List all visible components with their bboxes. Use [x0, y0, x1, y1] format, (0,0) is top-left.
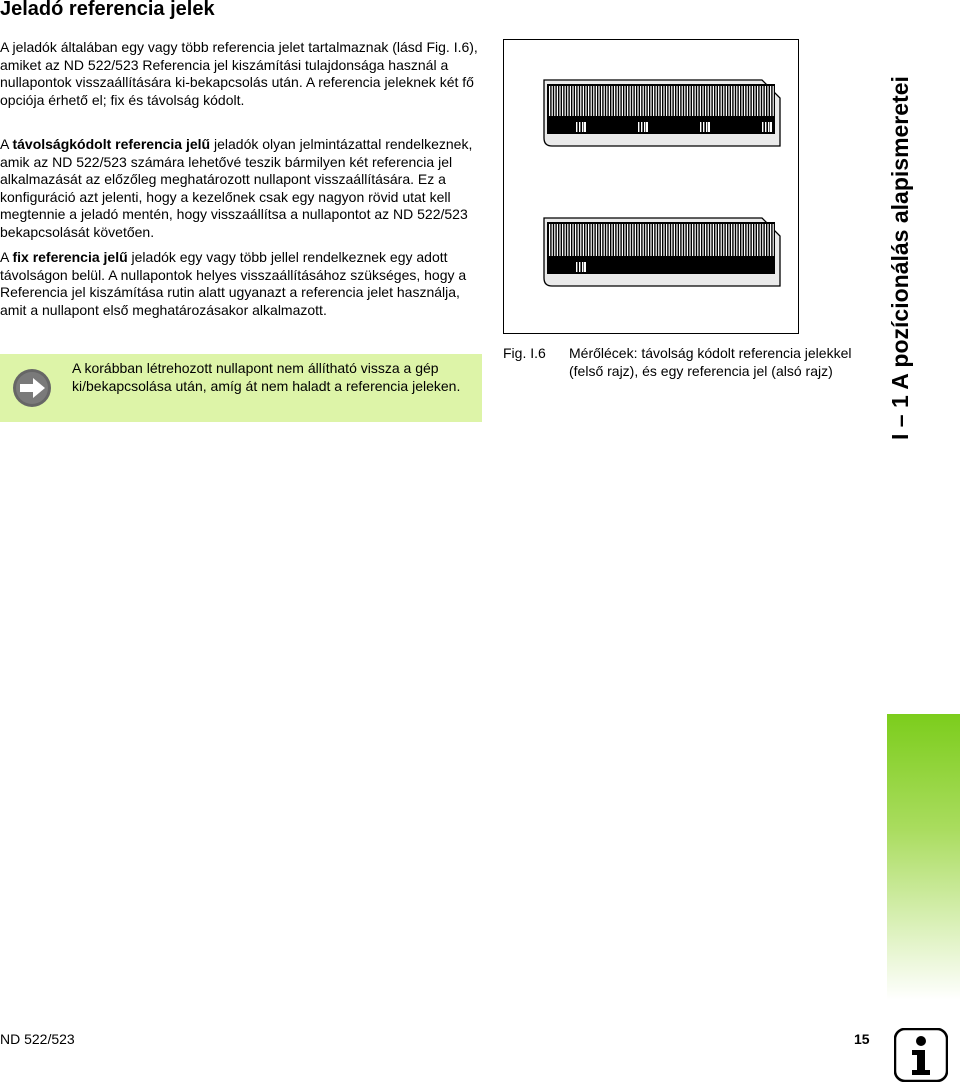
p2-pre: A	[0, 136, 13, 152]
p2-bold-term: távolságkódolt referencia jelű	[12, 136, 211, 152]
p3-bold-term: fix referencia jelű	[12, 249, 128, 265]
footer-product: ND 522/523	[0, 1031, 75, 1047]
page-number: 15	[854, 1031, 870, 1047]
chapter-side-title: I – 1 A pozícionálás alapismeretei	[887, 76, 913, 440]
figure-label: Fig. I.6	[503, 345, 546, 361]
intro-paragraph: A jeladók általában egy vagy több referencia jelet tartalmaznak (lásd Fig. I.6), amiket az ND 522/523 Referencia jel kiszámítási tulajdonsága használ a nullapontok visszaállítására ki-bekapcsolás után. A referencia jeleknek két fő opciója érhető el; fix és távolság kódolt.	[0, 39, 478, 108]
scale-illustration	[504, 40, 800, 335]
figure-caption: Mérőlécek: távolság kódolt referencia jelekkel (felső rajz), és egy referencia jel (alsó rajz)	[569, 345, 852, 379]
fixed-reference-paragraph	[0, 249, 482, 319]
p3-post: jeladók egy vagy több jellel rendelkeznek egy adott távolságon belül. A nullapontok helyes visszaállításához szükséges, hogy a Referencia jel kiszámítása rutin alatt ugyanazt a referencia jelet használja, amit a nullapont első meghatározásakor alkalmazott.	[0, 249, 467, 318]
section-heading: Jeladó referencia jelek	[0, 0, 215, 20]
chapter-tab-band	[887, 714, 960, 1000]
info-icon	[894, 1028, 948, 1082]
arrow-right-icon	[12, 368, 52, 408]
scale-figure	[503, 39, 799, 334]
distance-coded-paragraph	[0, 136, 482, 242]
p3-pre: A	[0, 249, 13, 265]
note-text: A korábban létrehozott nullapont nem állítható vissza a gép ki/bekapcsolása után, amíg át nem haladt a referencia jeleken.	[72, 360, 461, 394]
p2-post: jeladók olyan jelmintázattal rendelkeznek, amik az ND 522/523 számára lehetővé teszik bármilyen két referencia jel alkalmazását az előzőleg meghatározott nullapont visszaállítására. Ez a konfiguráció azt jelenti, hogy a kezelőnek csak egy nagyon rövid utat kell megtennie a jeladó mentén, hogy visszaállítsa a nullapontot az ND 522/523 bekapcsolását követően.	[0, 136, 473, 240]
note-box	[0, 354, 482, 422]
